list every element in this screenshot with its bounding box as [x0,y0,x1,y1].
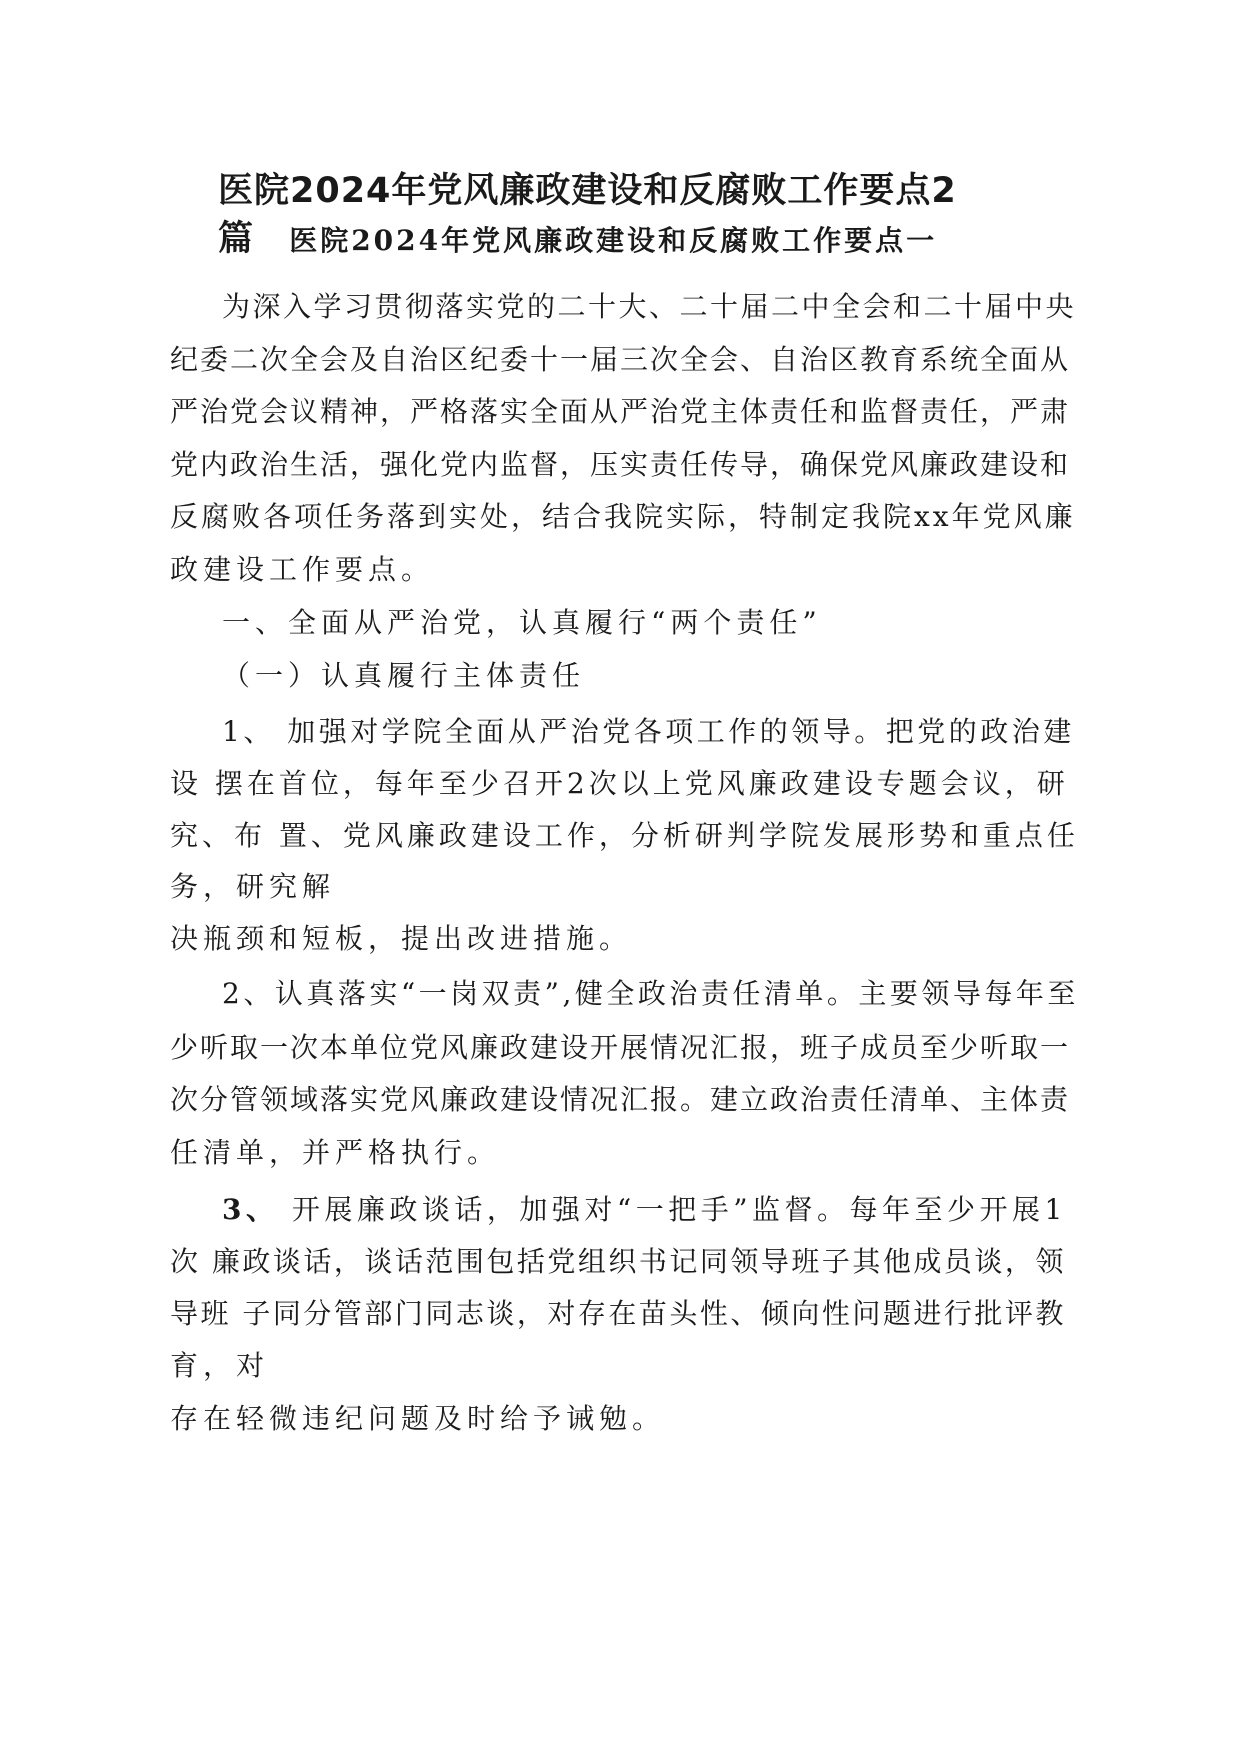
document-title-line2 [218,219,938,259]
item-3-line: 导班 子同分管部门同志谈，对存在苗头性、倾向性问题进行批评教 [170,1297,1066,1330]
document-title-line1: 医院2024年党风廉政建设和反腐败工作要点2 [218,171,957,211]
document-subtitle: 医院2024年党风廉政建设和反腐败工作要点一 [289,224,938,257]
item-3-line: 存在轻微违纪问题及时给予诫勉。 [170,1402,666,1435]
intro-line: 党内政治生活，强化党内监督，压实责任传导，确保党风廉政建设和 [170,448,1071,481]
item-1-line: 设 摆在首位，每年至少召开2次以上党风廉政建设专题会议，研 [170,767,1069,800]
section-heading: 一、全面从严治党，认真履行“两个责任” [222,606,822,639]
intro-line: 纪委二次全会及自治区纪委十一届三次全会、自治区教育系统全面从 [170,343,1071,376]
item-3-line [222,1193,1067,1226]
item-3-first-text: 开展廉政谈话，加强对“一把手”监督。每年至少开展1 [278,1193,1067,1226]
item-3-number: 3、 [222,1193,279,1226]
item-2-line: 任清单，并严格执行。 [170,1136,501,1169]
item-2-line: 2、认真落实“一岗双责”,健全政治责任清单。主要领导每年至 [222,977,1079,1010]
item-2-line: 次分管领域落实党风廉政建设情况汇报。建立政治责任清单、主体责 [170,1083,1071,1116]
intro-line: 政建设工作要点。 [170,553,435,586]
item-1-line: 决瓶颈和短板，提出改进措施。 [170,922,633,955]
item-2-line: 少听取一次本单位党风廉政建设开展情况汇报，班子成员至少听取一 [170,1031,1071,1064]
intro-line: 严治党会议精神，严格落实全面从严治党主体责任和监督责任，严肃 [170,395,1071,428]
title-suffix: 篇 [218,219,255,259]
item-1-line: 究、布 置、党风廉政建设工作，分析研判学院发展形势和重点任 [170,819,1079,852]
subsection-heading: （一）认真履行主体责任 [222,659,586,692]
item-3-line: 育，对 [170,1349,270,1382]
intro-line: 为深入学习贯彻落实党的二十大、二十届二中全会和二十届中央 [222,290,1077,323]
item-1-line: 1、 加强对学院全面从严治党各项工作的领导。把党的政治建 [222,715,1075,748]
item-3-line: 次 廉政谈话，谈话范围包括党组织书记同领导班子其他成员谈，领 [170,1245,1066,1278]
item-1-line: 务，研究解 [170,870,336,903]
intro-line: 反腐败各项任务落到实处，结合我院实际，特制定我院xx年党风廉 [170,500,1076,533]
